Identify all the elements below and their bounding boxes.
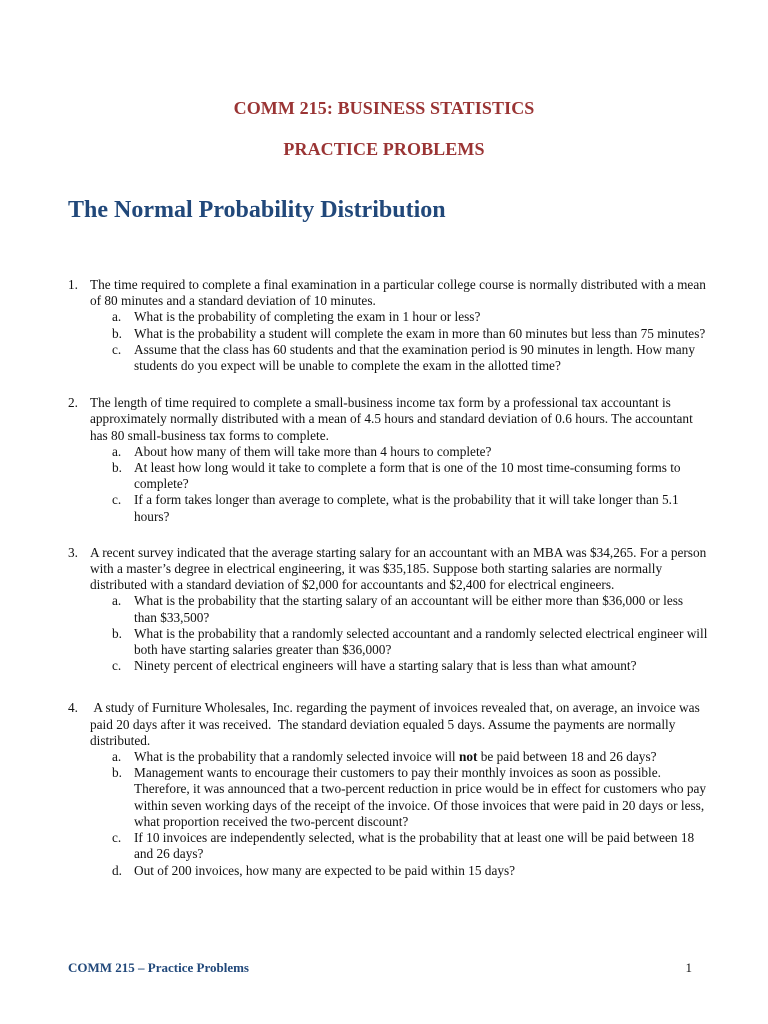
- sub-question-text: [134, 749, 708, 765]
- sub-question-letter: b.: [112, 460, 122, 476]
- problem-statement: The length of time required to complete a small-business income tax form by a professional tax accountant is approximately normally distributed with a mean of 4.5 hours and standard deviation of 0.6 hours. The accountant has 80 small-business tax forms to complete.: [90, 395, 693, 443]
- sub-question: [112, 658, 708, 674]
- sub-question: [112, 444, 708, 460]
- sub-question-letter: b.: [112, 625, 122, 641]
- sub-question-letter: a.: [112, 443, 122, 459]
- sub-question-text: Management wants to encourage their customers to pay their monthly invoices as soon as possible. Therefore, it was announced that a two-percent reduction in price would be in effect for customers who pay within seven working days of the receipt of the invoice. Of those invoices that were paid in 20 days or less, what proportion received the two-percent discount?: [134, 765, 707, 829]
- sub-question-letter: c.: [112, 492, 122, 508]
- sub-question-list: [68, 309, 708, 374]
- problem-1: [68, 277, 708, 374]
- sub-question: [112, 863, 708, 879]
- problem-number: 1.: [68, 277, 78, 292]
- sub-question-letter: c.: [112, 658, 122, 674]
- problem-2: [68, 395, 708, 525]
- sub-question: [112, 830, 708, 862]
- sub-question-text-before: What is the probability that a randomly selected invoice will: [134, 749, 459, 765]
- problem-list: [68, 277, 708, 900]
- problem-number: 3.: [68, 544, 78, 560]
- sub-question: [112, 626, 708, 658]
- sub-question-letter: c.: [112, 830, 122, 846]
- page-title: The Normal Probability Distribution: [68, 197, 446, 223]
- sub-question-text-after: be paid between 18 and 26 days?: [477, 749, 657, 765]
- sub-question: [112, 749, 708, 765]
- sub-question-letter: b.: [112, 325, 122, 341]
- sub-question: [112, 309, 708, 325]
- problem-statement: A recent survey indicated that the average starting salary for an accountant with an MBA was $34,265. For a person with a master’s degree in electrical engineering, it was $35,185. Suppose both starting salaries are normally distributed with a standard deviation of $2,000 for accountants and $2,400 for electrical engineers.: [90, 544, 707, 593]
- problem-3: [68, 545, 708, 675]
- sub-question-text: Assume that the class has 60 students and that the examination period is 90 minutes in length. How many students do you expect will be unable to complete the exam in the allotted time?: [134, 341, 695, 374]
- course-title: COMM 215: BUSINESS STATISTICS: [233, 98, 535, 118]
- sub-question-letter: c.: [112, 341, 122, 357]
- emphasis-not: not: [458, 749, 478, 765]
- footer-course-label: COMM 215 – Practice Problems: [68, 960, 249, 975]
- sub-question-text: Ninety percent of electrical engineers will have a starting salary that is less than what amount?: [134, 658, 637, 674]
- sub-question: [112, 492, 708, 524]
- sub-question-text: What is the probability that the starting salary of an accountant will be either more than $36,000 or less than $33,500?: [134, 593, 684, 625]
- sub-question-letter: a.: [112, 593, 122, 609]
- document-subtitle: PRACTICE PROBLEMS: [283, 139, 485, 159]
- sub-question: [112, 460, 708, 492]
- sub-question-text: At least how long would it take to complete a form that is one of the 10 most time-consuming forms to complete?: [134, 460, 681, 492]
- sub-question-letter: d.: [112, 862, 122, 878]
- sub-question-text: If a form takes longer than average to complete, what is the probability that it will take longer than 5.1 hours?: [134, 492, 679, 524]
- sub-question-letter: b.: [112, 765, 122, 781]
- sub-question-letter: a.: [112, 309, 122, 325]
- sub-question: [112, 765, 708, 830]
- sub-question-text: Out of 200 invoices, how many are expected to be paid within 15 days?: [134, 862, 516, 878]
- sub-question-text: If 10 invoices are independently selected, what is the probability that at least one will be paid between 18 and 26 days?: [134, 830, 695, 862]
- sub-question-letter: a.: [112, 749, 122, 765]
- problem-4: [68, 700, 708, 878]
- problem-number: 2.: [68, 395, 78, 411]
- sub-question: [112, 342, 708, 374]
- sub-question: [112, 326, 708, 342]
- sub-question: [112, 593, 708, 625]
- problem-statement: The time required to complete a final examination in a particular college course is normally distributed with a mean of 80 minutes and a standard deviation of 10 minutes.: [90, 277, 706, 309]
- problem-statement: A study of Furniture Wholesales, Inc. regarding the payment of invoices revealed that, on average, an invoice was paid 20 days after it was received. The standard deviation equaled 5 days. Assume the payments are normally distributed.: [90, 700, 704, 748]
- sub-question-text: What is the probability that a randomly selected accountant and a randomly selected electrical engineer will both have starting salaries greater than $36,000?: [134, 625, 708, 658]
- sub-question-list: [68, 749, 708, 879]
- sub-question-text: About how many of them will take more than 4 hours to complete?: [134, 443, 492, 459]
- page-number: 1: [685, 960, 692, 975]
- sub-question-list: [68, 444, 708, 525]
- problem-number: 4.: [68, 700, 78, 716]
- sub-question-list: [68, 593, 708, 674]
- sub-question-text: What is the probability a student will complete the exam in more than 60 minutes but less than 75 minutes?: [134, 325, 706, 341]
- sub-question-text: What is the probability of completing the exam in 1 hour or less?: [134, 309, 481, 325]
